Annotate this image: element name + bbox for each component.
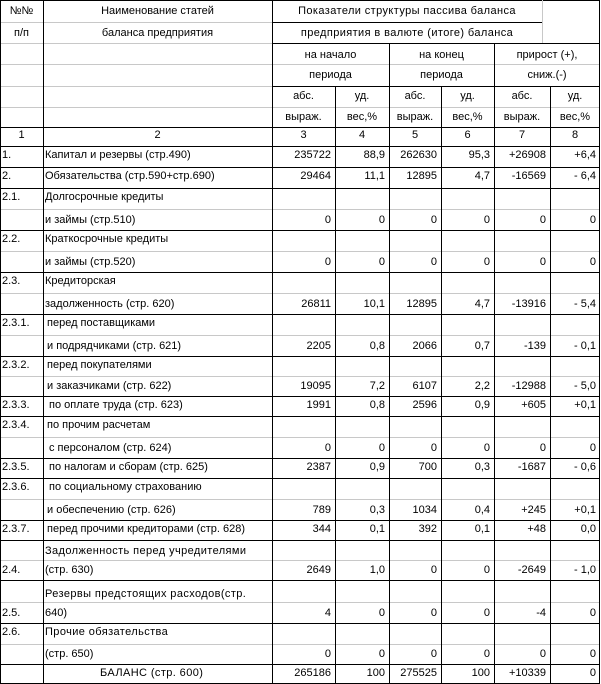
row-value: 0	[430, 256, 437, 268]
grid-line	[542, 0, 543, 43]
row-value: 0,9	[474, 399, 490, 411]
row-value: 2205	[306, 340, 331, 352]
row-value: 0	[589, 214, 596, 226]
header-end-label: на конец	[419, 49, 464, 61]
row-value: -12988	[511, 380, 546, 392]
row-number: 2.3.	[2, 275, 21, 287]
row-name: и заказчиками (стр. 622)	[47, 380, 172, 392]
row-value: 235722	[294, 149, 331, 161]
grid-line	[0, 602, 600, 603]
row-name: по налогам и сборам (стр. 625)	[49, 461, 208, 473]
row-name: по оплате труда (стр. 623)	[49, 399, 183, 411]
row-name: перед прочими кредиторами (стр. 628)	[47, 523, 245, 535]
row-value: 0	[539, 442, 546, 454]
grid-line	[0, 22, 43, 23]
row-number: 2.3.5.	[2, 461, 30, 473]
row-rule	[0, 356, 600, 357]
header-name-label: Наименование статей	[101, 5, 214, 17]
header-sub-label: вес,%	[559, 111, 591, 123]
row-value: 0	[378, 442, 385, 454]
row-name: перед поставщиками	[47, 317, 156, 329]
row-value: -1687	[517, 461, 546, 473]
column-number: 4	[358, 129, 366, 141]
row-value: 0,1	[474, 523, 490, 535]
column-rule	[599, 0, 600, 683]
row-number: 2.3.2.	[2, 359, 30, 371]
row-value: 0	[378, 256, 385, 268]
row-rule	[0, 272, 600, 273]
header-growth-label: сниж.(-)	[527, 69, 567, 81]
row-name: и займы (стр.510)	[45, 214, 136, 226]
header-sub-label: выраж.	[503, 111, 541, 123]
row-value: 0	[324, 648, 331, 660]
row-number: 2.2.	[2, 233, 21, 245]
row-name: Долгосрочные кредиты	[45, 191, 164, 203]
row-value: +26908	[508, 149, 546, 161]
row-number: 2.3.3.	[2, 399, 30, 411]
header-rule	[272, 43, 600, 44]
column-rule	[272, 0, 273, 683]
row-value: 4,7	[474, 170, 490, 182]
row-value: - 0,6	[573, 461, 596, 473]
header-growth-label: прирост (+),	[516, 49, 578, 61]
row-value: 0,3	[369, 504, 385, 516]
header-start-label: периода	[309, 69, 352, 81]
header-sub-label: вес,%	[346, 111, 378, 123]
row-name: 640)	[45, 607, 68, 619]
header-sub-label: выраж.	[285, 111, 322, 123]
row-value: 0	[539, 214, 546, 226]
row-value: 100	[471, 667, 490, 679]
column-number: 5	[411, 129, 419, 141]
row-value: 0	[324, 214, 331, 226]
row-value: 0	[378, 214, 385, 226]
header-rule	[0, 127, 600, 128]
grid-line	[0, 64, 43, 65]
row-name: с персоналом (стр. 624)	[49, 442, 172, 454]
row-name: Кредиторская	[45, 275, 116, 287]
row-name: Капитал и резервы (стр.490)	[45, 149, 191, 161]
column-rule	[389, 43, 390, 683]
row-rule	[0, 520, 600, 521]
row-value: +0,1	[574, 399, 596, 411]
header-group-label: предприятия в валюте (итоге) баланса	[300, 27, 514, 39]
row-rule	[0, 230, 600, 231]
header-group-label: Показатели структуры пассива баланса	[298, 5, 516, 17]
row-value: -4	[536, 607, 546, 619]
row-value: 95,3	[468, 149, 490, 161]
grid-line	[0, 335, 600, 336]
grid-line	[43, 22, 272, 23]
row-value: -13916	[511, 298, 546, 310]
row-value: 11,1	[364, 170, 385, 182]
row-value: 0	[483, 256, 490, 268]
column-rule	[494, 43, 495, 683]
column-number: 6	[464, 129, 471, 141]
row-name: по прочим расчетам	[47, 419, 151, 431]
row-number: 2.3.4.	[2, 419, 30, 431]
grid-line	[272, 64, 600, 65]
row-value: 1034	[412, 504, 437, 516]
row-value: 700	[418, 461, 437, 473]
row-value: 2,2	[474, 380, 490, 392]
row-value: 0	[483, 648, 490, 660]
row-name: Прочие обязательства	[45, 626, 169, 638]
row-value: 0,7	[474, 340, 490, 352]
row-value: 0	[483, 564, 490, 576]
header-sub-label: выраж.	[396, 111, 434, 123]
row-rule	[0, 396, 600, 397]
row-value: 6107	[412, 380, 437, 392]
row-value: 7,2	[369, 380, 385, 392]
row-rule	[0, 458, 600, 459]
row-number: 2.	[2, 170, 12, 182]
row-value: +48	[527, 523, 546, 535]
row-value: 2649	[306, 564, 331, 576]
row-number: 2.1.	[2, 191, 21, 203]
grid-line	[43, 107, 272, 108]
row-value: 0	[324, 442, 331, 454]
row-rule	[0, 580, 600, 581]
row-rule	[0, 188, 600, 189]
header-sub-label: абс.	[511, 90, 533, 102]
row-name: перед покупателями	[47, 359, 152, 371]
row-value: 29464	[300, 170, 331, 182]
row-number: 2.3.7.	[2, 523, 30, 535]
grid-line	[0, 437, 600, 438]
row-name: задолженность (стр. 620)	[45, 298, 175, 310]
row-value: 12895	[406, 170, 437, 182]
row-name: и подрядчиками (стр. 621)	[47, 340, 182, 352]
column-rule	[0, 0, 1, 683]
row-value: 0	[589, 667, 596, 679]
row-name: и займы (стр.520)	[45, 256, 136, 268]
column-number: 7	[518, 129, 526, 141]
row-value: 0	[430, 564, 437, 576]
grid-line	[0, 107, 43, 108]
row-rule	[0, 623, 600, 624]
column-number: 2	[154, 129, 161, 141]
row-value: 0,8	[369, 340, 385, 352]
row-value: +605	[521, 399, 546, 411]
header-rule	[0, 146, 600, 147]
row-value: 2387	[306, 461, 331, 473]
header-no-label: п/п	[14, 27, 29, 39]
row-value: 275525	[400, 667, 437, 679]
header-sub-label: вес,%	[452, 111, 483, 123]
column-number: 1	[18, 129, 25, 141]
header-sub-label: уд.	[460, 90, 475, 102]
row-name: Обязательства (стр.590+стр.690)	[45, 170, 215, 182]
row-value: 392	[418, 523, 437, 535]
grid-line	[43, 64, 272, 65]
row-value: -16569	[511, 170, 546, 182]
row-value: 1,0	[369, 564, 385, 576]
row-value: - 1,0	[573, 564, 596, 576]
row-value: 0	[378, 648, 385, 660]
row-value: - 6,4	[573, 170, 596, 182]
row-value: - 5,4	[573, 298, 596, 310]
row-name: Резервы предстоящих расходов(стр.	[45, 588, 247, 600]
header-sub-label: абс.	[293, 90, 314, 102]
row-value: 0	[589, 256, 596, 268]
row-value: 0	[430, 607, 437, 619]
row-name: БАЛАНС (стр. 600)	[100, 667, 204, 679]
header-no-label: №№	[9, 5, 34, 17]
row-number: 2.4.	[2, 564, 21, 576]
row-value: 0	[483, 607, 490, 619]
row-value: +245	[521, 504, 546, 516]
row-value: 0,3	[474, 461, 490, 473]
row-value: 0	[483, 214, 490, 226]
row-value: 4,7	[474, 298, 490, 310]
header-end-label: периода	[420, 69, 463, 81]
grid-line	[43, 43, 272, 44]
row-value: +10339	[508, 667, 546, 679]
row-number: 2.6.	[2, 626, 21, 638]
header-sub-label: уд.	[354, 90, 370, 102]
row-number: 1.	[2, 149, 12, 161]
header-sub-label: абс.	[404, 90, 426, 102]
row-value: 0,1	[369, 523, 385, 535]
header-rule	[272, 22, 542, 23]
row-name: и обеспечению (стр. 626)	[47, 504, 176, 516]
row-value: 12895	[406, 298, 437, 310]
row-value: 0	[430, 648, 437, 660]
row-name: (стр. 630)	[45, 564, 94, 576]
row-value: 265186	[294, 667, 331, 679]
row-rule	[0, 416, 600, 417]
row-value: 262630	[400, 149, 437, 161]
row-rule	[0, 478, 600, 479]
grid-line	[0, 209, 600, 210]
row-value: 0	[589, 442, 596, 454]
row-value: 0	[539, 256, 546, 268]
row-value: -2649	[517, 564, 546, 576]
row-value: 10,1	[363, 298, 385, 310]
row-value: 344	[312, 523, 331, 535]
header-name-label: баланса предприятия	[101, 27, 214, 39]
row-number: 2.5.	[2, 607, 21, 619]
row-value: 4	[324, 607, 331, 619]
header-start-label: на начало	[304, 49, 357, 61]
row-name: Задолженность перед учредителями	[45, 545, 247, 557]
row-name: (стр. 650)	[45, 648, 94, 660]
row-value: 0,9	[369, 461, 385, 473]
row-value: +0,1	[574, 504, 596, 516]
row-value: 0	[430, 214, 437, 226]
grid-line	[0, 43, 43, 44]
row-number: 2.3.1.	[2, 317, 30, 329]
grid-line	[0, 86, 43, 87]
row-value: 0	[430, 442, 437, 454]
column-rule	[335, 86, 336, 683]
row-value: 19095	[300, 380, 331, 392]
row-rule	[0, 664, 600, 665]
row-value: 88,9	[363, 149, 385, 161]
row-value: 2066	[412, 340, 437, 352]
row-value: 0	[378, 607, 385, 619]
table-border-top	[0, 0, 600, 1]
row-value: 0	[483, 442, 490, 454]
row-number: 2.3.6.	[2, 481, 30, 493]
row-value: 2596	[412, 399, 437, 411]
row-value: 100	[366, 667, 385, 679]
row-value: 26811	[301, 298, 331, 310]
column-number: 3	[300, 129, 307, 141]
row-value: 0	[539, 648, 546, 660]
row-value: 0,8	[369, 399, 385, 411]
row-rule	[0, 540, 600, 541]
row-value: 0,4	[474, 504, 490, 516]
grid-line	[0, 376, 600, 377]
column-rule	[441, 86, 442, 683]
grid-line	[43, 86, 272, 87]
grid-line	[0, 644, 600, 645]
row-rule	[0, 314, 600, 315]
grid-line	[0, 560, 600, 561]
row-value: 1991	[306, 399, 331, 411]
row-value: +6,4	[574, 149, 596, 161]
grid-line	[0, 251, 600, 252]
row-value: -139	[523, 340, 546, 352]
row-rule	[0, 167, 600, 168]
row-value: - 0,1	[573, 340, 596, 352]
row-value: 0	[589, 648, 596, 660]
grid-line	[0, 499, 600, 500]
row-name: по социальному страхованию	[49, 481, 202, 493]
header-sub-label: уд.	[567, 90, 583, 102]
grid-line	[0, 293, 600, 294]
row-value: 0,0	[580, 523, 596, 535]
row-value: 789	[312, 504, 331, 516]
row-value: - 5,0	[573, 380, 596, 392]
row-name: Краткосрочные кредиты	[45, 233, 169, 245]
row-value: 0	[589, 607, 596, 619]
column-rule	[550, 86, 551, 683]
column-number: 8	[571, 129, 579, 141]
column-rule	[43, 0, 44, 683]
row-value: 0	[324, 256, 331, 268]
